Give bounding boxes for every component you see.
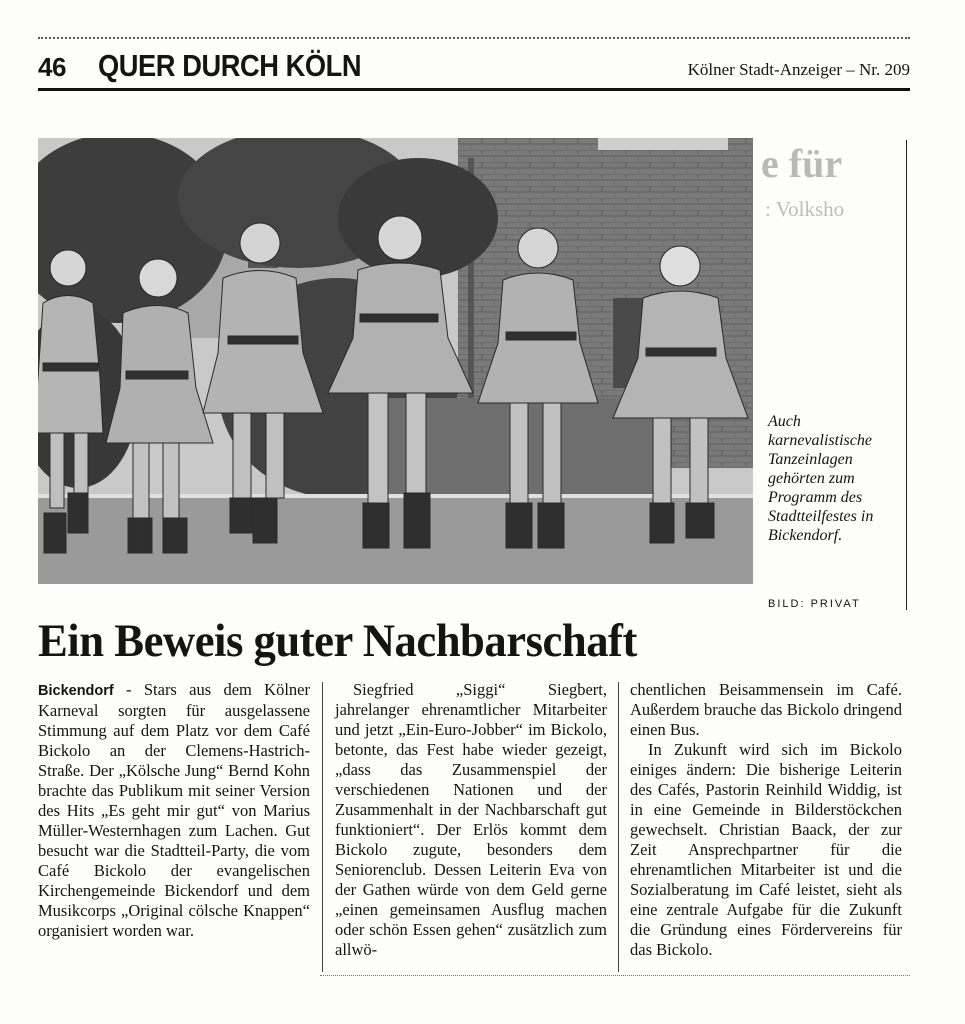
column-2-text: Siegfried „Siggi“ Siegbert, jahrelanger ehrenamtlicher Mitarbeiter und jetzt „Ein-Euro-Jobber“ im Bickolo, betonte, das Fest habe wieder gezeigt, „dass das Zusammenspiel der verschiedenen Nationen und der Zusammenhalt in der Nachbarschaft gut funktioniert“. Der Erlös kommt dem Bickolo zugute, besonders dem Seniorenclub. Dessen Leiterin Eva von der Gathen würde von dem Geld gerne „einen gemeinsamen Ausflug machen oder schön Essen gehen“ zusätzlich zum allwö- — [335, 680, 607, 959]
article-photo — [38, 138, 753, 584]
page-number: 46 — [38, 52, 66, 82]
top-dotted-rule — [38, 37, 910, 39]
ghost-subheading: : Volksho — [765, 197, 845, 221]
bottom-rule — [320, 975, 910, 976]
dancers-photo-image — [38, 138, 753, 584]
article-column-1 — [38, 680, 310, 941]
article-headline: Ein Beweis guter Nachbarschaft — [38, 615, 637, 667]
column-rule-2 — [618, 682, 619, 972]
ghost-heading: e für — [761, 141, 843, 186]
photo-caption: Auch karnevalistische Tanzeinlagen gehörten zum Programm des Stadtteilfestes in Bickendorf. — [768, 413, 874, 544]
newspaper-name: Kölner Stadt-Anzeiger – Nr. 209 — [687, 60, 910, 79]
header-rule — [38, 88, 910, 91]
section-title: QUER DURCH KÖLN — [98, 48, 362, 83]
page-header — [38, 46, 910, 86]
column-rule-1 — [322, 682, 323, 972]
article-column-3 — [630, 680, 902, 960]
adjacent-article-bleed — [757, 140, 912, 410]
column-3-paragraph-2: In Zukunft wird sich im Bickolo einiges ändern: Die bisherige Leiterin des Cafés, Pastorin Reinhild Widdig, ist in eine Gemeinde in Bilderstöckchen gewechselt. Christian Baack, der zur Zeit Ansprechpartner für die ehrenamtlichen Mitarbeiter ist und die Sozialberatung im Café leistet, sieht als eine zentrale Aufgabe für die Zukunft die Gründung eines Fördervereins für das Bickolo. — [630, 740, 902, 959]
article-column-2 — [335, 680, 607, 960]
dateline: Bickendorf — [38, 683, 114, 699]
column-3-paragraph-1: chentlichen Beisammensein im Café. Außerdem brauche das Bickolo dringend einen Bus. — [630, 680, 902, 739]
column-1-text: - Stars aus dem Kölner Karneval sorgten für ausgelassene Stimmung auf dem Platz vor dem Café Bickolo an der Clemens-Hastrich-Straße. Der „Kölsche Jung“ Bernd Kohn brachte das Publikum mit seiner Version des Hits „Es geht mir gut“ von Marius Müller-Westernhagen zum Lachen. Gut besucht war die Stadtteil-Party, die vom Café Bickolo der evangelischen Kirchengemeinde Bickendorf und dem Musikcorps „Original cölsche Knappen“ organisiert worden war. — [38, 680, 310, 940]
photo-credit: BILD: PRIVAT — [768, 598, 861, 610]
